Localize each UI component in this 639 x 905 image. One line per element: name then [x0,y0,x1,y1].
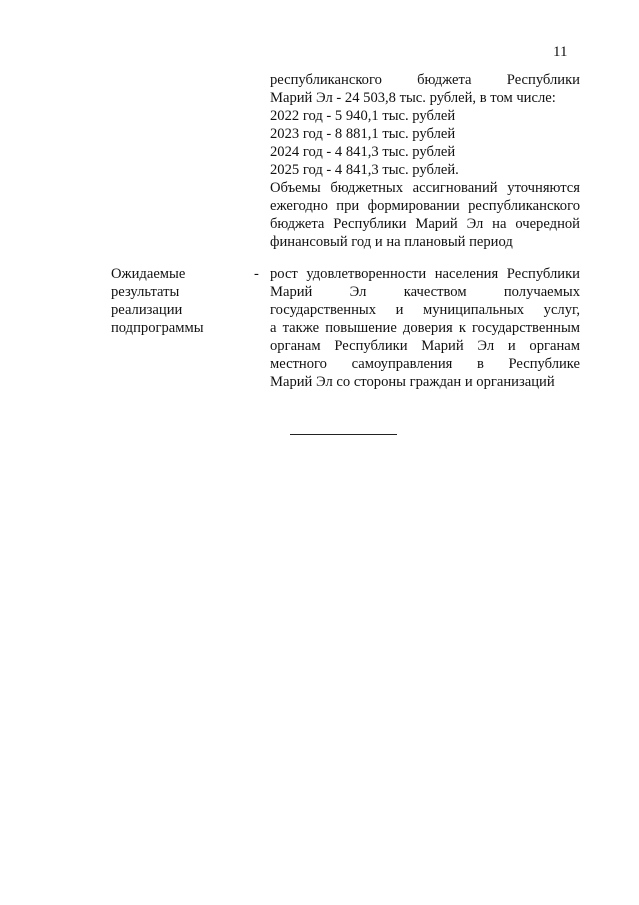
results-text-line: Марий Эл со стороны граждан и организаций [270,374,555,390]
page-number: 11 [553,44,568,60]
results-text-line: местного самоуправления в Республике [270,356,580,372]
funding-line-2023: 2023 год - 8 881,1 тыс. рублей [270,126,456,142]
results-text-line: рост удовлетворенности населения Республики [270,266,580,282]
funding-line-2025: 2025 год - 4 841,3 тыс. рублей. [270,162,459,178]
results-label-line: Ожидаемые [111,266,186,282]
results-separator: - [254,266,259,282]
results-text-line: государственных и муниципальных услуг, [270,302,580,318]
funding-line-2022: 2022 год - 5 940,1 тыс. рублей [270,108,456,124]
end-rule [290,434,397,435]
results-text-line: Марий Эл качеством получаемых [270,284,580,300]
funding-line: бюджета Республики Марий Эл на очередной [270,216,580,232]
funding-line: ежегодно при формировании республиканского [270,198,580,214]
results-label-line: подпрограммы [111,320,204,336]
results-text-line: а также повышение доверия к государственным [270,320,580,336]
results-label-line: реализации [111,302,183,318]
funding-line: республиканского бюджета Республики [270,72,580,88]
funding-line: Марий Эл - 24 503,8 тыс. рублей, в том числе: [270,90,556,106]
results-text-line: органам Республики Марий Эл и органам [270,338,580,354]
funding-line: Объемы бюджетных ассигнований уточняются [270,180,580,196]
results-label-line: результаты [111,284,180,300]
funding-line: финансовый год и на плановый период [270,234,513,250]
funding-line-2024: 2024 год - 4 841,3 тыс. рублей [270,144,456,160]
